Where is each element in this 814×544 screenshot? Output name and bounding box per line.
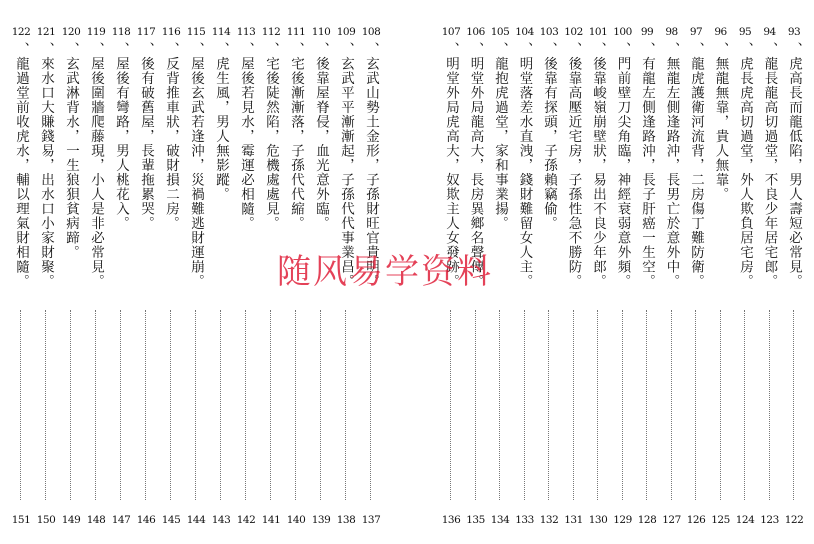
dot-leader: [793, 310, 794, 500]
entry-number: 110: [311, 26, 331, 38]
toc-entry: [335, 26, 357, 526]
watermark: 随风易学资料: [277, 252, 493, 292]
toc-entry: [489, 26, 511, 526]
entry-title: 、玄武平平漸漸起，子孫代代事業昌。: [338, 42, 354, 289]
entry-number: 93: [787, 26, 801, 38]
entry-title: 、無龍無靠，貴人無靠。: [712, 42, 729, 202]
entry-number: 108: [361, 26, 381, 38]
toc-entry: [783, 26, 805, 526]
page-number: 126: [686, 514, 706, 526]
entry-title: 、龍抱虎過堂，家和事業揚。: [492, 42, 508, 231]
entry-number: 95: [738, 26, 752, 38]
toc-entry: [135, 26, 157, 526]
page-number: 136: [441, 514, 461, 526]
entry-number: 118: [111, 26, 131, 38]
toc-entry: [759, 26, 781, 526]
toc-entry: [636, 26, 658, 526]
toc-entry: [10, 26, 32, 526]
dot-leader: [769, 310, 770, 500]
toc-entry: [35, 26, 57, 526]
entry-title: 、宅後陡然陷，危機處處見。: [263, 42, 279, 231]
dot-leader: [622, 310, 623, 500]
dot-leader: [744, 310, 745, 500]
toc-entry: [514, 26, 536, 526]
dot-leader: [671, 310, 672, 500]
entry-number: 112: [261, 26, 281, 38]
entry-number: 121: [36, 26, 56, 38]
dot-leader: [548, 310, 549, 500]
dot-leader: [475, 310, 476, 500]
entry-title: 、後有破舊屋，長輩拖累哭。: [138, 42, 154, 231]
entry-number: 98: [665, 26, 678, 38]
entry-title: 、明堂外局龍高大，長房異鄉名聲傳。: [467, 42, 484, 289]
entry-number: 113: [236, 26, 256, 38]
entry-number: 117: [136, 26, 156, 38]
entry-number: 111: [286, 26, 306, 38]
page-number: 127: [662, 514, 681, 526]
entry-number: 97: [689, 26, 703, 38]
toc-entry: [160, 26, 182, 526]
dot-leader: [320, 310, 321, 500]
page-number: 139: [311, 514, 331, 526]
entry-title: 、龍過堂前收虎水，輔以理氣財相隨。: [13, 42, 29, 289]
dot-leader: [145, 310, 146, 500]
toc-entry: [110, 26, 132, 526]
entry-title: 、玄武淋背水，一生狼狽貧病蹄。: [63, 42, 79, 260]
dot-leader: [170, 310, 171, 500]
page-number: 147: [111, 514, 131, 526]
dot-leader: [524, 310, 525, 500]
page-number: 151: [11, 514, 31, 526]
page-number: 148: [86, 514, 106, 526]
page-number: 129: [613, 514, 632, 526]
entry-title: 、玄武山勢土金形，子孫財旺官貴明。: [363, 42, 379, 289]
dot-leader: [295, 310, 296, 500]
entry-title: 、後靠屋脊侵，血光意外臨。: [313, 42, 329, 231]
toc-entry: [260, 26, 282, 526]
entry-number: 94: [763, 26, 776, 38]
dot-leader: [245, 310, 246, 500]
toc-entry: [210, 26, 232, 526]
dot-leader: [345, 310, 346, 500]
toc-entry: [440, 26, 462, 526]
entry-title: 、反背推車狀，破財損二房。: [163, 42, 179, 231]
page-number: 124: [735, 514, 755, 526]
entry-title: 、門前壁刀尖角臨，神經衰弱意外頻。: [614, 42, 631, 289]
dot-leader: [270, 310, 271, 500]
entry-title: 、龍長龍高切過堂，不良少年居宅郎。: [761, 42, 778, 289]
entry-number: 99: [640, 26, 654, 38]
entry-title: 、屋後圍牆爬藤現，小人是非必常見。: [88, 42, 104, 289]
page-number: 130: [588, 514, 608, 526]
dot-leader: [573, 310, 574, 500]
page-number: 143: [211, 514, 231, 526]
dot-leader: [695, 310, 696, 500]
entry-title: 、龍虎護衛河流背，二房傷丁難防衛。: [688, 42, 704, 289]
entry-title: 、明堂落差水直洩，錢財難留女人主。: [516, 42, 533, 289]
entry-number: 114: [211, 26, 231, 38]
entry-number: 100: [613, 26, 632, 38]
page-number: 146: [136, 514, 156, 526]
page-number: 134: [490, 514, 510, 526]
dot-leader: [120, 310, 121, 500]
dot-leader: [20, 310, 21, 500]
toc-entry: [360, 26, 382, 526]
entry-number: 101: [588, 26, 608, 38]
dot-leader: [220, 310, 221, 500]
entry-number: 115: [186, 26, 206, 38]
toc-entry: [235, 26, 257, 526]
toc-entry: [734, 26, 756, 526]
toc-entry: [710, 26, 732, 526]
page-number: 123: [760, 514, 779, 526]
entry-title: 、無龍左側逢路沖，長男亡於意外中。: [663, 42, 680, 289]
entry-number: 102: [564, 26, 583, 38]
toc-entry: [661, 26, 683, 526]
left-page: [10, 0, 382, 544]
entry-title: 、來水口大賺錢易，出水口小家財聚。: [38, 42, 54, 289]
entry-title: 、屋後若見水，霉運必相隨。: [238, 42, 254, 231]
entry-title: 、虎生風，男人無影蹤。: [213, 42, 229, 202]
page-number: 125: [711, 514, 730, 526]
dot-leader: [70, 310, 71, 500]
entry-number: 105: [490, 26, 510, 38]
page-number: 122: [784, 514, 804, 526]
page-number: 149: [61, 514, 81, 526]
entry-number: 104: [515, 26, 534, 38]
toc-entry: [185, 26, 207, 526]
entry-title: 、宅後漸漸落，子孫代代縮。: [288, 42, 304, 231]
dot-leader: [646, 310, 647, 500]
entry-title: 、明堂外局虎高大，奴欺主人女發跡。: [443, 42, 459, 289]
entry-title: 、後靠峻嶺崩壁狀，易出不良少年郎。: [590, 42, 606, 289]
toc-entry: [465, 26, 487, 526]
dot-leader: [370, 310, 371, 500]
entry-number: 116: [161, 26, 181, 38]
dot-leader: [597, 310, 598, 500]
toc-entry: [538, 26, 560, 526]
entry-title: 、後靠高壓近宅房，子孫性急不勝防。: [565, 42, 582, 289]
page-number: 141: [261, 514, 281, 526]
entry-title: 、虎高長而龍低陷，男人壽短必常見。: [786, 42, 802, 289]
dot-leader: [95, 310, 96, 500]
page-number: 144: [186, 514, 206, 526]
page-number: 132: [539, 514, 559, 526]
toc-entry: [612, 26, 634, 526]
entry-number: 106: [466, 26, 485, 38]
page-number: 128: [637, 514, 657, 526]
entry-title: 、虎長虎高切過堂，外人欺負居宅房。: [737, 42, 753, 289]
toc-entry: [685, 26, 707, 526]
page-number: 145: [161, 514, 181, 526]
toc-entry: [563, 26, 585, 526]
entry-number: 103: [539, 26, 559, 38]
toc-entry: [85, 26, 107, 526]
dot-leader: [450, 310, 451, 500]
entry-title: 、後靠有探頭，子孫賴竊偷。: [541, 42, 557, 231]
entry-number: 107: [441, 26, 461, 38]
toc-entry: [285, 26, 307, 526]
page-number: 135: [466, 514, 485, 526]
page-number: 131: [564, 514, 583, 526]
entry-number: 119: [86, 26, 106, 38]
dot-leader: [499, 310, 500, 500]
page-number: 140: [286, 514, 306, 526]
entry-title: 、屋後有彎路，男人桃花入。: [113, 42, 129, 231]
entry-title: 、有龍左側逢路沖，長子肝癌一生空。: [639, 42, 655, 289]
entry-number: 109: [336, 26, 356, 38]
right-page: [440, 0, 808, 544]
entry-number: 122: [11, 26, 31, 38]
page-number: 137: [361, 514, 381, 526]
entry-title: 、屋後玄武若逢沖，災禍難逃財運崩。: [188, 42, 204, 289]
dot-leader: [720, 310, 721, 500]
entry-number: 96: [714, 26, 727, 38]
page-number: 142: [236, 514, 256, 526]
entry-number: 120: [61, 26, 81, 38]
dot-leader: [45, 310, 46, 500]
dot-leader: [195, 310, 196, 500]
toc-entry: [587, 26, 609, 526]
page-number: 150: [36, 514, 56, 526]
toc-entry: [60, 26, 82, 526]
toc-entry: [310, 26, 332, 526]
page-number: 138: [336, 514, 356, 526]
page-number: 133: [515, 514, 534, 526]
